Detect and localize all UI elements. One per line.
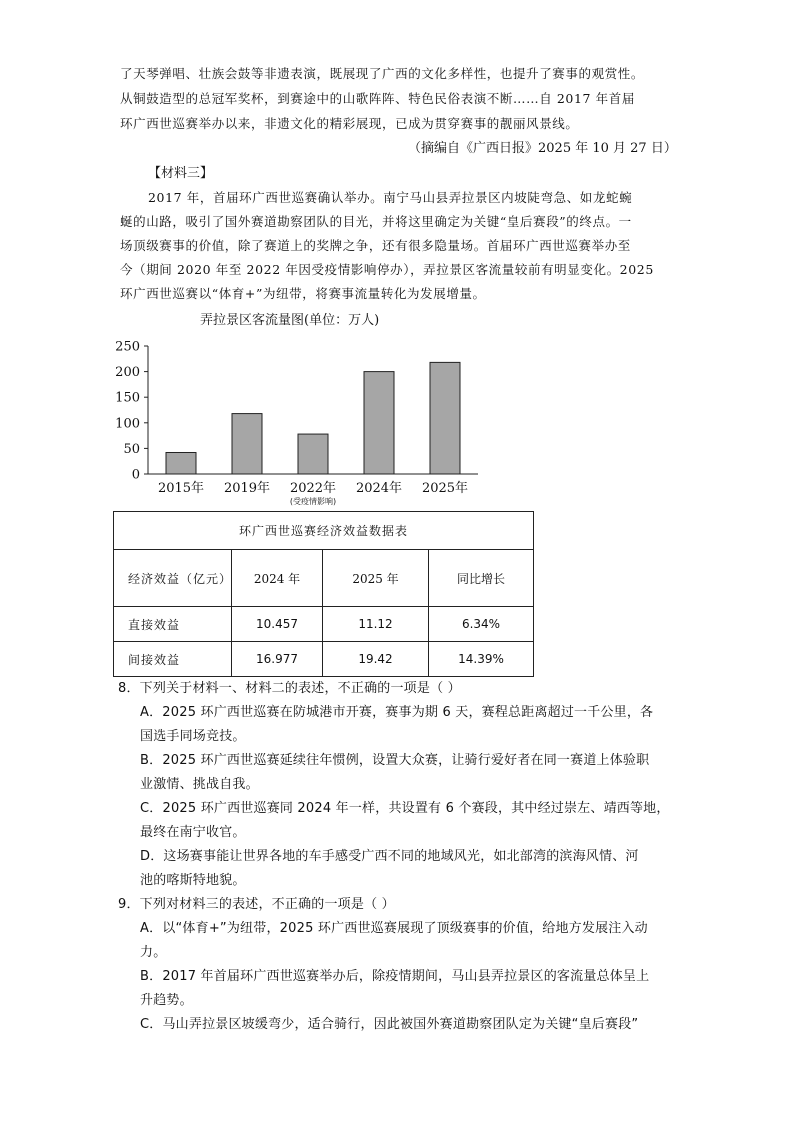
y-tick-label: 50 — [123, 441, 140, 457]
x-tick-label: 2019年 — [223, 481, 271, 496]
q8-option-b-line-2: 业激情、挑战自我。 — [140, 777, 259, 792]
table-header-cell: 2024 年 — [232, 550, 323, 607]
q8-option-b-line-1: B．2025 环广西世巡赛延续往年惯例，设置大众赛，让骑行爱好者在同一赛道上体验职 — [140, 753, 650, 768]
x-tick-label: 2022年 — [289, 481, 337, 496]
bar — [232, 414, 262, 474]
material3-line-2: 蜒的山路，吸引了国外赛道勘察团队的目光，并将这里确定为关键“皇后赛段”的终点。一 — [120, 214, 632, 229]
x-tick-label: 2024年 — [355, 481, 403, 496]
bar — [430, 362, 460, 474]
material2-source: （摘编自《广西日报》2025 年 10 月 27 日） — [408, 141, 677, 156]
material3-label: 【材料三】 — [148, 166, 214, 181]
q8-option-a-line-1: A．2025 环广西世巡赛在防城港市开赛，赛事为期 6 天，赛程总距离超过一千公里，各 — [140, 705, 654, 720]
material2-line-3: 环广西世巡赛举办以来，非遗文化的精彩展现，已成为贯穿赛事的靓丽风景线。 — [120, 116, 579, 131]
material3-line-5: 环广西世巡赛以“体育+”为纽带，将赛事流量转化为发展增量。 — [120, 286, 486, 301]
passenger-flow-bar-chart — [108, 332, 488, 510]
table-cell: 间接效益 — [114, 642, 232, 677]
x-tick-note: (受疫情影响) — [289, 497, 337, 506]
q9-option-b-line-2: 升趋势。 — [140, 993, 193, 1008]
material3-line-3: 场顶级赛事的价值，除了赛道上的奖牌之争，还有很多隐量场。首届环广西世巡赛举办至 — [120, 238, 631, 253]
material2-line-2: 从铜鼓造型的总冠军奖杯，到赛途中的山歌阵阵、特色民俗表演不断……自 2017 年首届 — [120, 91, 635, 106]
table-header-cell: 经济效益（亿元） — [114, 550, 232, 607]
q9-stem: 9．下列对材料三的表述，不正确的一项是（ ） — [118, 897, 395, 912]
economic-benefit-table — [113, 511, 534, 677]
table-cell: 14.39% — [429, 642, 534, 677]
bar — [298, 434, 328, 474]
bar — [364, 372, 394, 474]
table-cell: 11.12 — [323, 607, 429, 642]
q8-option-d-line-2: 池的喀斯特地貌。 — [140, 873, 246, 888]
table-row — [114, 642, 534, 677]
material3-line-1: 2017 年，首届环广西世巡赛确认举办。南宁马山县弄拉景区内坡陡弯急、如龙蛇蜿 — [148, 190, 633, 205]
q8-stem: 8．下列关于材料一、材料二的表述，不正确的一项是（ ） — [118, 681, 461, 696]
x-tick-label: 2025年 — [421, 481, 469, 496]
material3-line-4: 今（期间 2020 年至 2022 年因受疫情影响停办），弄拉景区客流量较前有明显变化。2025 — [120, 262, 654, 277]
y-tick-label: 100 — [115, 416, 140, 432]
q9-option-a-line-2: 力。 — [140, 945, 167, 960]
table-cell: 直接效益 — [114, 607, 232, 642]
bar — [166, 452, 196, 474]
y-tick-label: 150 — [115, 390, 140, 406]
q8-option-a-line-2: 国选手同场竞技。 — [140, 729, 246, 744]
table-cell: 6.34% — [429, 607, 534, 642]
y-tick-label: 200 — [115, 365, 140, 381]
q9-option-c-line-1: C．马山弄拉景区坡缓弯少，适合骑行，因此被国外赛道勘察团队定为关键“皇后赛段” — [140, 1017, 639, 1032]
y-tick-label: 250 — [115, 339, 140, 355]
q9-option-b-line-1: B．2017 年首届环广西世巡赛举办后，除疫情期间，马山县弄拉景区的客流量总体呈上 — [140, 969, 650, 984]
table-header-cell: 2025 年 — [323, 550, 429, 607]
material2-line-1: 了天琴弹唱、壮族会鼓等非遗表演，既展现了广西的文化多样性，也提升了赛事的观赏性。 — [120, 66, 645, 81]
table-cell: 19.42 — [323, 642, 429, 677]
y-tick-label: 0 — [131, 467, 140, 483]
x-tick-label: 2015年 — [157, 481, 205, 496]
table-row — [114, 607, 534, 642]
table-cell: 10.457 — [232, 607, 323, 642]
table-caption: 环广西世巡赛经济效益数据表 — [114, 512, 534, 550]
q8-option-c-line-2: 最终在南宁收官。 — [140, 825, 246, 840]
q8-option-c-line-1: C．2025 环广西世巡赛同 2024 年一样，共设置有 6 个赛段，其中经过崇左、靖西等地， — [140, 801, 670, 816]
q8-option-d-line-1: D．这场赛事能让世界各地的车手感受广西不同的地域风光，如北部湾的滨海风情、河 — [140, 849, 639, 864]
q9-option-a-line-1: A．以“体育+”为纽带，2025 环广西世巡赛展现了顶级赛事的价值，给地方发展注入动 — [140, 921, 648, 936]
chart-title: 弄拉景区客流量图(单位：万人) — [200, 313, 380, 328]
table-cell: 16.977 — [232, 642, 323, 677]
table-header-cell: 同比增长 — [429, 550, 534, 607]
